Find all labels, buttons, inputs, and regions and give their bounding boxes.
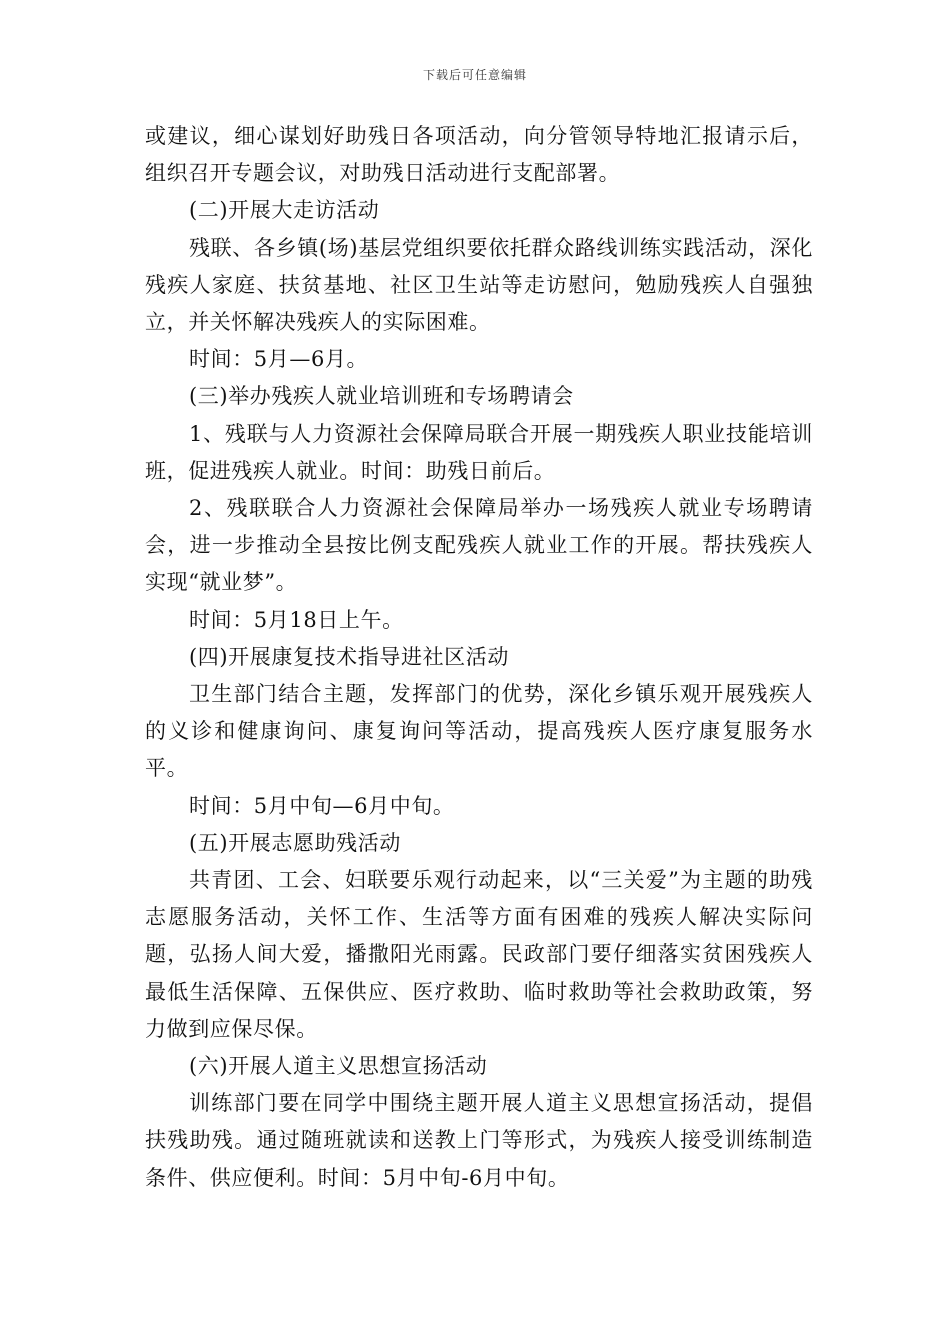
section-heading: (四)开展康复技术指导进社区活动 (189, 644, 509, 669)
paragraph: 1、残联与人力资源社会保障局联合开展一期残疾人职业技能培训班，促进残疾人就业。时间：助残日前后。 (145, 421, 813, 483)
paragraph: 时间：5月18日上午。 (189, 607, 404, 632)
section-heading: (二)开展大走访活动 (189, 198, 380, 223)
paragraph: 训练部门要在同学中围绕主题开展人道主义思想宣扬活动，提倡扶残助残。通过随班就读和送教上门等形式，为残疾人接受训练制造条件、供应便利。时间：5月中旬-6月中旬。 (145, 1091, 813, 1190)
paragraph: 残联、各乡镇(场)基层党组织要依托群众路线训练实践活动，深化残疾人家庭、扶贫基地、社区卫生站等走访慰问，勉励残疾人自强独立，并关怀解决残疾人的实际困难。 (145, 235, 813, 335)
paragraph: 卫生部门结合主题，发挥部门的优势，深化乡镇乐观开展残疾人的义诊和健康询问、康复询问等活动，提高残疾人医疗康复服务水平。 (145, 682, 813, 781)
section-heading: (三)举办残疾人就业培训班和专场聘请会 (189, 384, 574, 409)
page-header: 下载后可任意编辑 (422, 68, 527, 82)
section-heading: (五)开展志愿助残活动 (189, 830, 401, 855)
paragraph: 或建议，细心谋划好助残日各项活动，向分管领导特地汇报请示后，组织召开专题会议，对助残日活动进行支配部署。 (145, 124, 813, 186)
section-heading: (六)开展人道主义思想宣扬活动 (189, 1054, 488, 1079)
document-body (145, 118, 813, 1197)
paragraph: 时间：5月中旬—6月中旬。 (189, 793, 455, 818)
paragraph: 2、残联联合人力资源社会保障局举办一场残疾人就业专场聘请会，进一步推动全县按比例支配残疾人就业工作的开展。帮扶残疾人实现“就业梦”。 (145, 496, 813, 595)
paragraph: 共青团、工会、妇联要乐观行动起来，以“三关爱”为主题的助残志愿服务活动，关怀工作、生活等方面有困难的残疾人解决实际问题，弘扬人间大爱，播撒阳光雨露。民政部门要仔细落实贫困残疾人最低生活保障、五保供应、医疗救助、临时救助等社会救助政策，努力做到应保尽保。 (145, 868, 813, 1041)
paragraph: 时间：5月—6月。 (189, 347, 369, 372)
